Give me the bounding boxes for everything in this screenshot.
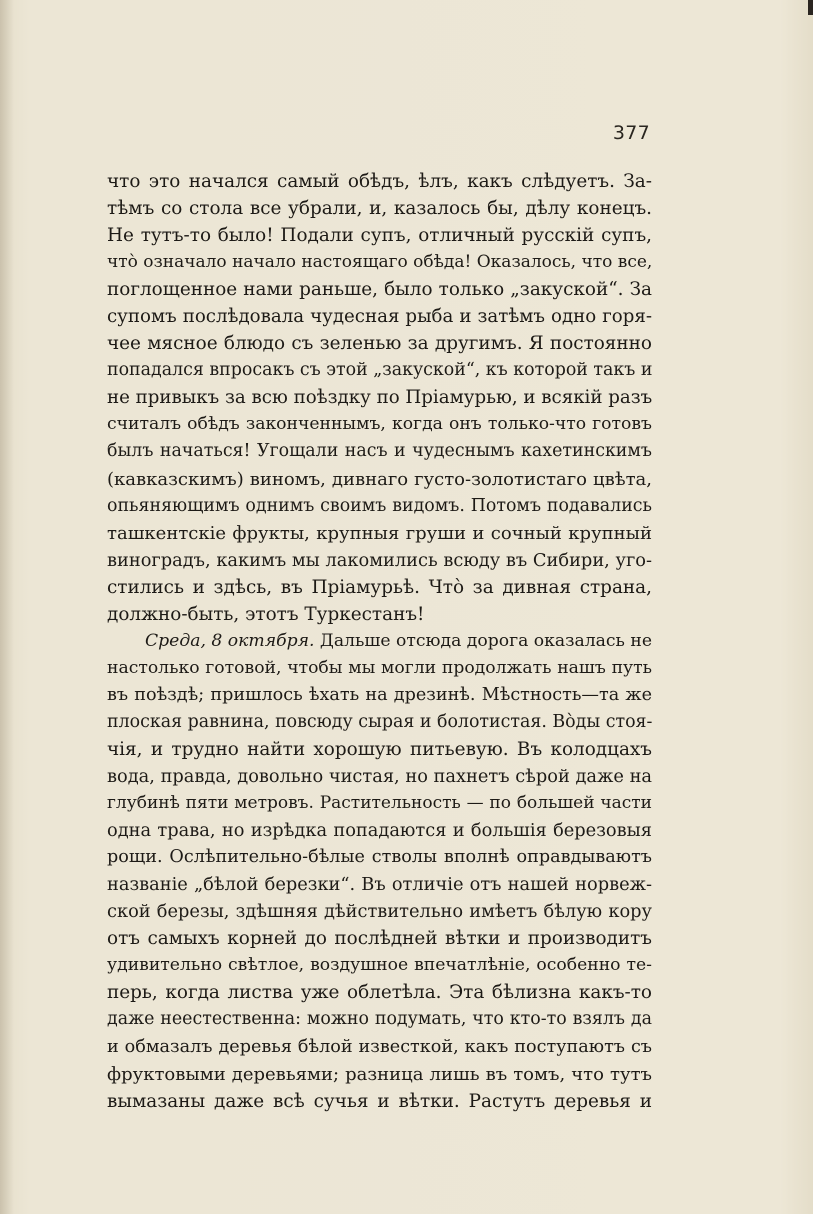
text-line: Не тутъ-то было! Подали супъ, отличный русскій супъ,: [107, 225, 652, 247]
text-line: виноградъ, какимъ мы лакомились всюду въ Сибири, уго-: [107, 549, 652, 571]
text-line: фруктовыми деревьями; разница лишь въ томъ, что тутъ: [107, 1063, 652, 1085]
text-line: что̀ означало начало настоящаго обѣда! Оказалось, что все,: [107, 252, 652, 273]
text-line: даже неестественна: можно подумать, что кто-то взялъ да: [107, 1009, 652, 1030]
paragraph-2: [107, 628, 652, 1115]
text-line: чія, и трудно найти хорошую питьевую. Въ колодцахъ: [107, 738, 652, 760]
text-line: настолько готовой, чтобы мы могли продолжать нашъ путь: [107, 657, 652, 678]
text-line: вода, правда, довольно чистая, но пахнетъ сѣрой даже на: [107, 766, 652, 788]
page-number: 377: [612, 122, 650, 144]
text-line-first: [107, 628, 652, 655]
paragraph-1: [107, 168, 652, 628]
text-line: опьяняющимъ однимъ своимъ видомъ. Потомъ подавались: [107, 495, 652, 516]
text-line: ташкентскіе фрукты, крупныя груши и сочный крупный: [107, 522, 652, 544]
text-line: былъ начаться! Угощали насъ и чудеснымъ кахетинскимъ: [107, 441, 652, 462]
date-label: Среда, 8 октября.: [145, 630, 315, 651]
text-line: перь, когда листва уже облетѣла. Эта бѣлизна какъ-то: [107, 982, 652, 1004]
text-line: должно-быть, этотъ Туркестанъ!: [107, 603, 425, 625]
text-line: попадался впросакъ съ этой „закуской“, къ которой такъ и: [107, 360, 652, 381]
text-line: что это начался самый обѣдъ, ѣлъ, какъ слѣдуетъ. За-: [107, 171, 652, 192]
text-line: въ поѣздѣ; пришлось ѣхать на дрезинѣ. Мѣстность—та же: [107, 684, 652, 705]
text-line: считалъ обѣдъ законченнымъ, когда онъ только-что готовъ: [107, 414, 652, 435]
body-text: [107, 168, 652, 1115]
text-line: одна трава, но изрѣдка попадаются и большія березовыя: [107, 820, 652, 842]
text-line: глубинѣ пяти метровъ. Растительность — по большей части: [107, 793, 652, 814]
gutter-shadow: [0, 0, 14, 1214]
text-line: плоская равнина, повсюду сырая и болотистая. Во̀ды стоя-: [107, 711, 652, 732]
scan-edge-mark: [808, 0, 813, 15]
text-line: и обмазалъ деревья бѣлой известкой, какъ поступаютъ съ: [107, 1036, 652, 1057]
text-line: поглощенное нами раньше, было только „закуской“. За: [107, 279, 652, 301]
text-line: супомъ послѣдовала чудесная рыба и затѣмъ одно горя-: [107, 306, 652, 328]
text-line: тѣмъ со стола все убрали, и, казалось бы, дѣлу конецъ.: [107, 198, 652, 220]
text-line: рощи. Ослѣпительно-бѣлые стволы вполнѣ оправдываютъ: [107, 847, 652, 868]
text-line: чее мясное блюдо съ зеленью за другимъ. Я постоянно: [107, 333, 652, 355]
text-line: не привыкъ за всю поѣздку по Пріамурью, и всякій разъ: [107, 387, 652, 409]
text-line: названіе „бѣлой березки“. Въ отличіе отъ нашей норвеж-: [107, 874, 652, 896]
text-line: отъ самыхъ корней до послѣдней вѣтки и производитъ: [107, 928, 652, 950]
text-line: удивительно свѣтлое, воздушное впечатлѣніе, особенно те-: [107, 955, 652, 976]
text-line: ской березы, здѣшняя дѣйствительно имѣетъ бѣлую кору: [107, 901, 652, 923]
text-run: Дальше отсюда дорога оказалась не: [319, 630, 652, 651]
text-line: (кавказскимъ) виномъ, дивнаго густо-золотистаго цвѣта,: [107, 468, 652, 490]
text-line: вымазаны даже всѣ сучья и вѣтки. Растутъ деревья и: [107, 1090, 652, 1112]
text-line: стились и здѣсь, въ Пріамурьѣ. Что̀ за дивная страна,: [107, 576, 652, 598]
